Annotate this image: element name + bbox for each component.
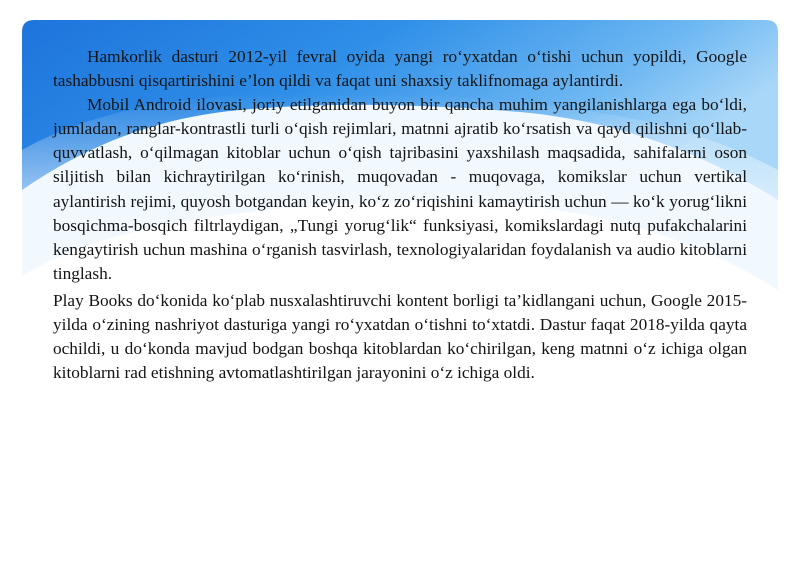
paragraph-partnership: Hamkorlik dasturi 2012-yil fevral oyida yangi ro‘yxatdan o‘tishi uchun yopildi, Google tashabbusni qisqartirishini e’lon qildi va faqat uni shaxsiy taklifnomaga aylantirdi. [53,47,747,91]
text-body [53,45,747,385]
paragraph-android-app: Mobil Android ilovasi, joriy etilganidan buyon bir qancha muhim yangilanishlarga ega bo‘ldi, jumladan, ranglar-kontrastli turli o‘qish rejimlari, matnni ajratib ko‘rsatish va qayd qilishni qo‘llab-quvvatlash, o‘qilmagan kitoblar uchun o‘qish tajribasini yaxshilash maqsadida, sahifalarni oson siljitish bilan kichraytirilgan ko‘rinish, muqovadan - muqovaga, komikslar uchun vertikal aylantirish rejimi, quyosh botgandan keyin, ko‘z zo‘riqishini kamaytirish uchun — ko‘k yorug‘likni bosqichma-bosqich filtrlaydigan, „Tungi yorug‘lik“ funksiyasi, komikslardagi nutq pufakchalarini kengaytirish uchun mashina o‘rganish tasvirlash, texnologiyalaridan foydalanish va audio kitoblarni tinglash. [53,95,747,283]
paragraph-play-books-store: Play Books do‘konida ko‘plab nusxalashtiruvchi kontent borligi ta’kidlangani uchun, Google 2015-yilda o‘zining nashriyot dasturiga yangi ro‘yxatdan o‘tishni to‘xtatdi. Dastur faqat 2018-yilda qayta ochildi, u do‘konda mavjud bodgan boshqa kitoblardan ko‘chirilgan, keng matnni o‘z ichiga olgan kitoblarni rad etishning avtomatlashtirilgan jarayonini o‘z ichiga oldi. [53,290,747,383]
